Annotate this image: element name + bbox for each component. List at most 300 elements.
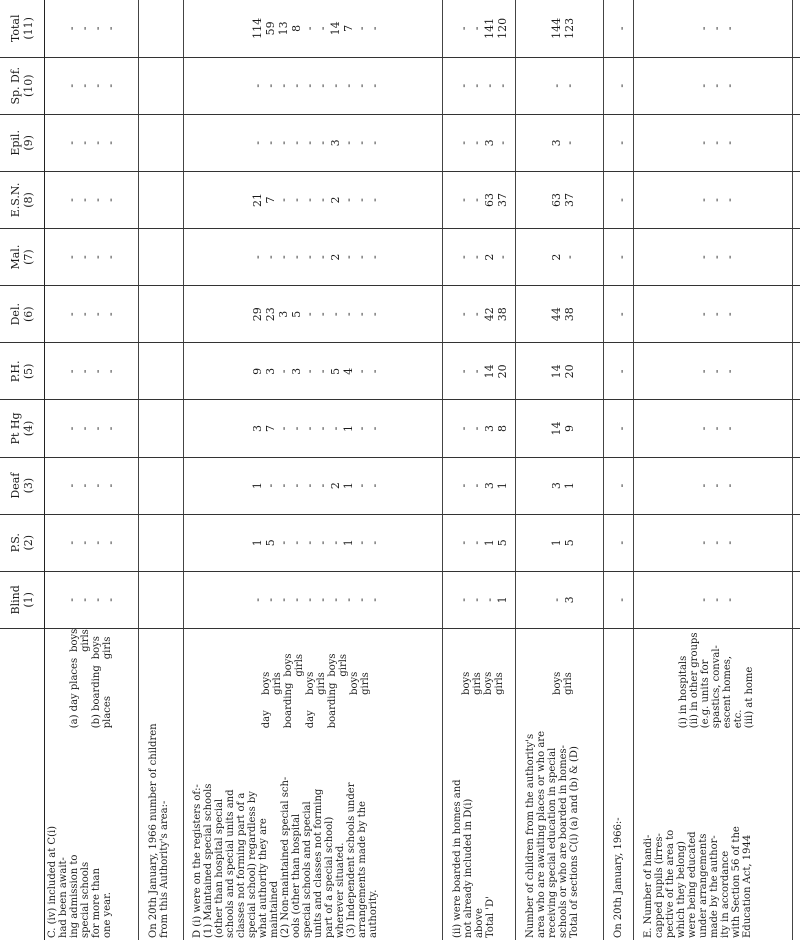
cell-value: - xyxy=(65,312,79,317)
cell-value: - xyxy=(78,540,92,545)
description-line: Education Act, 1944 xyxy=(741,834,753,938)
value-cell-col-3 xyxy=(641,457,793,514)
subcategory-label xyxy=(69,658,91,728)
sex-label: boys xyxy=(91,636,103,660)
separator-cell xyxy=(443,628,450,732)
cell-value: - xyxy=(104,26,118,31)
column-number: (11) xyxy=(21,17,35,40)
cell-value: - xyxy=(290,483,304,488)
cell-value: - xyxy=(723,26,737,31)
cell-value: - xyxy=(710,140,724,145)
cell-value: - xyxy=(368,597,382,602)
cell-value: 1 xyxy=(342,424,356,432)
subcategory-text: (i) in hospitals xyxy=(678,655,690,729)
cell-value: - xyxy=(277,483,291,488)
cell-value: - xyxy=(615,26,629,31)
separator-cell xyxy=(183,514,190,571)
column-label: Epil. xyxy=(8,130,22,156)
cell-value: 2 xyxy=(549,253,563,261)
cell-value: - xyxy=(316,83,330,88)
value-cell-col-6 xyxy=(523,286,603,343)
separator-cell xyxy=(603,343,610,400)
cell-value: - xyxy=(65,140,79,145)
separator-cell xyxy=(793,343,800,400)
separator-cell xyxy=(183,0,190,57)
description-line: ing admission to xyxy=(68,854,80,938)
separator-cell xyxy=(443,571,450,628)
value-cell-col-5 xyxy=(190,343,442,400)
cell-value: - xyxy=(316,597,330,602)
sex-labels xyxy=(69,629,91,652)
cell-value: - xyxy=(277,426,291,431)
cell-value: 29 xyxy=(251,307,265,322)
separator-cell xyxy=(516,286,523,343)
value-cell-col-3 xyxy=(611,457,634,514)
cell-value: - xyxy=(723,255,737,259)
cell-value: - xyxy=(316,426,330,431)
cell-value: 38 xyxy=(562,307,576,322)
value-cell-col-3 xyxy=(523,457,603,514)
sex-label: girls xyxy=(316,672,328,695)
cell-value: - xyxy=(615,83,629,88)
cell-value: 3 xyxy=(290,367,304,375)
separator-cell xyxy=(139,0,146,57)
subcategory xyxy=(552,631,574,728)
value-cell-col-5 xyxy=(44,343,139,400)
separator-cell xyxy=(183,571,190,628)
row-separator xyxy=(443,0,450,940)
value-cell-col-1 xyxy=(641,571,793,628)
cell-value: - xyxy=(697,540,711,545)
separator-cell xyxy=(634,457,641,514)
cell-value: - xyxy=(368,26,382,31)
cell-value: 13 xyxy=(277,21,291,36)
column-number: (8) xyxy=(21,192,35,208)
table-body xyxy=(44,0,800,940)
cell-value: - xyxy=(78,83,92,88)
sex-label: boys xyxy=(460,671,472,695)
cell-value: - xyxy=(303,255,317,259)
cell-value: - xyxy=(303,597,317,602)
description-line: part of a special school) xyxy=(324,816,336,938)
cell-value: - xyxy=(91,540,105,545)
row-description xyxy=(146,723,183,940)
cell-value: - xyxy=(91,483,105,488)
row-separator xyxy=(793,0,800,940)
cell-value: - xyxy=(342,312,356,317)
value-cell-col-9 xyxy=(641,114,793,171)
cell-value: - xyxy=(290,255,304,259)
cell-value: - xyxy=(615,483,629,488)
separator-cell xyxy=(793,0,800,57)
cell-value: - xyxy=(368,426,382,431)
separator-cell xyxy=(793,171,800,228)
description-line: had been await- xyxy=(57,857,69,938)
sex-labels xyxy=(744,631,755,661)
cell-value: 5 xyxy=(329,367,343,375)
sex-label: boys xyxy=(482,671,494,695)
description-line: area who are awaiting places or who are xyxy=(536,731,547,938)
row-separator xyxy=(139,0,146,940)
cell-value: 141 xyxy=(482,17,496,39)
cell-value: - xyxy=(355,483,369,488)
separator-cell xyxy=(603,171,610,228)
sex-labels xyxy=(261,631,283,695)
separator-cell xyxy=(603,571,610,628)
cell-value: - xyxy=(303,369,317,374)
separator-cell xyxy=(183,732,190,940)
value-cell-col-7 xyxy=(44,229,139,286)
cell-value: - xyxy=(91,140,105,145)
column-number: (9) xyxy=(21,135,35,151)
sex-label: girls xyxy=(562,672,574,695)
column-label: Pt Hg xyxy=(8,412,22,445)
separator-cell xyxy=(183,114,190,171)
column-number: (1) xyxy=(21,592,35,608)
description-line: (other than hospital special xyxy=(214,798,226,938)
value-cell-col-11 xyxy=(611,0,634,57)
sex-labels xyxy=(552,631,574,695)
sex-label: girls xyxy=(338,653,350,677)
separator-cell xyxy=(603,57,610,114)
separator-cell xyxy=(516,457,523,514)
subcategory xyxy=(678,631,689,728)
description-line: (2) Non-maintained special sch- xyxy=(280,776,292,938)
cell-value: - xyxy=(91,255,105,259)
separator-cell xyxy=(793,571,800,628)
cell-value: - xyxy=(264,483,278,488)
separator-cell xyxy=(139,514,146,571)
separator-cell xyxy=(516,229,523,286)
description-line: under arrangements xyxy=(697,833,709,938)
cell-value: 144 xyxy=(549,17,563,39)
cell-value: - xyxy=(91,198,105,202)
cell-value: 3 xyxy=(549,139,563,147)
value-cell-col-1 xyxy=(190,571,442,628)
cell-value: - xyxy=(368,140,382,145)
cell-value: - xyxy=(65,426,79,431)
cell-value: - xyxy=(355,198,369,202)
subcategory-label xyxy=(91,665,113,728)
cell-value: - xyxy=(710,26,724,31)
cell-value: - xyxy=(469,597,483,602)
value-cell-col-5 xyxy=(611,343,634,400)
column-header-row xyxy=(0,0,44,940)
subcategory-label xyxy=(349,701,371,728)
separator-cell xyxy=(516,0,523,57)
cell-value: - xyxy=(355,540,369,545)
separator-cell xyxy=(603,286,610,343)
value-cell-col-10 xyxy=(190,57,442,114)
description-line: wherever situated. xyxy=(335,842,347,938)
cell-value: - xyxy=(355,369,369,374)
separator-cell xyxy=(516,343,523,400)
cell-value: - xyxy=(456,483,470,488)
cell-value: - xyxy=(355,312,369,317)
cell-value: - xyxy=(104,426,118,431)
value-cell-col-2 xyxy=(146,514,183,571)
separator-cell xyxy=(443,114,450,171)
cell-value: - xyxy=(697,26,711,31)
subcategory-label xyxy=(461,701,505,728)
cell-value: - xyxy=(91,597,105,602)
cell-value: - xyxy=(710,483,724,488)
table-row-e-total xyxy=(523,0,603,940)
separator-cell xyxy=(793,457,800,514)
sex-label: girls xyxy=(294,653,306,677)
separator-cell xyxy=(183,57,190,114)
value-cell-col-4 xyxy=(146,400,183,457)
value-cell-col-2 xyxy=(450,514,516,571)
cell-value: - xyxy=(303,198,317,202)
subcategory-text: (iii) at home xyxy=(744,666,756,729)
subcategory-label xyxy=(283,683,305,729)
description-line: above xyxy=(473,908,485,938)
subcategory xyxy=(461,631,505,728)
column-number: (3) xyxy=(21,477,35,494)
cell-value: - xyxy=(368,369,382,374)
cell-value: - xyxy=(104,255,118,259)
value-cell-col-7 xyxy=(641,229,793,286)
cell-value: - xyxy=(482,83,496,88)
sex-label: girls xyxy=(360,672,372,695)
value-cell-col-7 xyxy=(146,229,183,286)
sex-header xyxy=(0,628,44,732)
cell-value: - xyxy=(342,140,356,145)
separator-cell xyxy=(139,171,146,228)
description-line: what authority they are xyxy=(258,818,270,938)
separator-cell xyxy=(443,0,450,57)
row-description xyxy=(190,732,442,940)
separator-cell xyxy=(603,0,610,57)
cell-value: - xyxy=(456,26,470,31)
sex-labels xyxy=(327,631,349,677)
value-cell-col-8 xyxy=(44,171,139,228)
cell-value: - xyxy=(78,198,92,202)
cell-value: - xyxy=(368,83,382,88)
sex-label: boys xyxy=(327,653,339,677)
cell-value: - xyxy=(723,483,737,488)
description-line: maintained xyxy=(269,880,281,938)
value-cell-col-5 xyxy=(641,343,793,400)
separator-cell xyxy=(516,114,523,171)
separator-cell xyxy=(603,514,610,571)
table-row-d-1 xyxy=(190,0,442,940)
value-cell-col-10 xyxy=(44,57,139,114)
cell-value: - xyxy=(710,540,724,545)
cell-value: - xyxy=(710,198,724,202)
separator-cell xyxy=(634,400,641,457)
row-separator xyxy=(183,0,190,940)
cell-value: - xyxy=(697,198,711,202)
cell-value: 5 xyxy=(264,539,278,547)
row-separator xyxy=(634,0,641,940)
cell-value: 37 xyxy=(495,192,509,207)
column-header-4 xyxy=(0,400,44,457)
table-row-jan-header xyxy=(146,0,183,940)
row-subcategories xyxy=(44,628,139,732)
value-cell-col-6 xyxy=(611,286,634,343)
cell-value: - xyxy=(710,312,724,317)
column-label: Blind xyxy=(8,585,22,615)
cell-value: - xyxy=(78,140,92,145)
cell-value: - xyxy=(469,426,483,431)
cell-value: - xyxy=(264,140,278,145)
value-cell-col-1 xyxy=(146,571,183,628)
description-line: special school) regardless by xyxy=(247,791,259,938)
sex-labels xyxy=(349,631,371,695)
description-line: receiving special education in special xyxy=(547,747,558,938)
description-line: On 20th January, 1966:- xyxy=(612,817,624,938)
cell-value: - xyxy=(723,369,737,374)
value-cell-col-9 xyxy=(146,114,183,171)
row-separator xyxy=(516,0,523,940)
cell-value: 3 xyxy=(329,139,343,147)
cell-value: - xyxy=(469,312,483,317)
cell-value: - xyxy=(456,312,470,317)
separator-cell xyxy=(634,0,641,57)
subcategory-text: etc. xyxy=(733,709,745,729)
cell-value: - xyxy=(549,83,563,88)
cell-value: 1 xyxy=(549,539,563,547)
column-header-8 xyxy=(0,171,44,228)
description-line: with Section 56 of the xyxy=(730,826,742,938)
separator-cell xyxy=(516,400,523,457)
cell-value: - xyxy=(342,255,356,259)
cell-value: - xyxy=(91,426,105,431)
value-cell-col-9 xyxy=(611,114,634,171)
cell-value: 2 xyxy=(482,253,496,261)
cell-value: 9 xyxy=(562,424,576,432)
cell-value: 63 xyxy=(549,192,563,207)
cell-value: - xyxy=(456,369,470,374)
column-label: Del. xyxy=(8,303,22,326)
row-subcategories xyxy=(146,628,183,732)
sex-labels xyxy=(461,631,505,695)
cell-value: - xyxy=(91,312,105,317)
description-line: On 20th January, 1966 number of children xyxy=(147,723,159,938)
value-cell-col-9 xyxy=(523,114,603,171)
separator-cell xyxy=(139,571,146,628)
cell-value: - xyxy=(316,369,330,374)
cell-value: - xyxy=(303,140,317,145)
separator-cell xyxy=(139,114,146,171)
cell-value: 63 xyxy=(482,192,496,207)
description-line: classes not forming part of a xyxy=(236,792,248,938)
cell-value: - xyxy=(104,312,118,317)
cell-value: 1 xyxy=(342,539,356,547)
sex-label: girls xyxy=(471,672,483,695)
cell-value: - xyxy=(251,83,265,88)
separator-cell xyxy=(634,343,641,400)
description-line: E. Number of handi- xyxy=(642,834,654,938)
cell-value: 3 xyxy=(251,424,265,432)
sex-labels xyxy=(678,631,689,650)
cell-value: - xyxy=(104,83,118,88)
cell-value: - xyxy=(264,255,278,259)
column-header-3 xyxy=(0,457,44,514)
cell-value: - xyxy=(456,255,470,259)
row-subcategories xyxy=(190,628,442,732)
value-cell-col-11 xyxy=(146,0,183,57)
separator-cell xyxy=(183,286,190,343)
row-subcategories xyxy=(450,628,516,732)
cell-value: 2 xyxy=(329,253,343,261)
cell-value: - xyxy=(251,597,265,602)
cell-value: - xyxy=(104,140,118,145)
cell-value: - xyxy=(303,426,317,431)
cell-value: 3 xyxy=(482,482,496,490)
column-label: Deaf xyxy=(8,472,22,499)
cell-value: - xyxy=(251,255,265,259)
sex-label: girls xyxy=(493,672,505,695)
separator-cell xyxy=(603,400,610,457)
description-line: Total 'D' xyxy=(484,896,496,938)
cell-value: - xyxy=(697,369,711,374)
cell-value: 2 xyxy=(329,196,343,204)
row-description xyxy=(641,732,793,940)
cell-value: - xyxy=(277,83,291,88)
cell-value: - xyxy=(329,426,343,431)
cell-value: - xyxy=(264,597,278,602)
description-line: C. (iv) included at C(i) xyxy=(46,825,58,938)
cell-value: 5 xyxy=(290,310,304,318)
separator-cell xyxy=(603,229,610,286)
value-cell-col-3 xyxy=(44,457,139,514)
row-subcategories xyxy=(641,628,793,732)
separator-cell xyxy=(634,171,641,228)
column-number: (2) xyxy=(21,534,35,551)
cell-value: - xyxy=(65,369,79,374)
cell-value: - xyxy=(303,540,317,545)
cell-value: - xyxy=(710,369,724,374)
description-line: special schools and special xyxy=(302,801,314,938)
cell-value: - xyxy=(368,255,382,259)
value-cell-col-7 xyxy=(611,229,634,286)
description-line: (3) Independent schools under xyxy=(346,782,358,938)
cell-value: - xyxy=(342,597,356,602)
value-cell-col-9 xyxy=(190,114,442,171)
cell-value: - xyxy=(329,540,343,545)
column-header-6 xyxy=(0,286,44,343)
separator-cell xyxy=(443,171,450,228)
cell-value: - xyxy=(723,312,737,317)
cell-value: - xyxy=(355,83,369,88)
subcategory-text: (b) boarding xyxy=(91,665,103,729)
value-cell-col-11 xyxy=(523,0,603,57)
cell-value: - xyxy=(456,597,470,602)
cell-value: - xyxy=(368,198,382,202)
value-cell-col-7 xyxy=(450,229,516,286)
separator-cell xyxy=(139,732,146,940)
value-cell-col-8 xyxy=(190,171,442,228)
value-cell-col-8 xyxy=(611,171,634,228)
cell-value: - xyxy=(723,426,737,431)
cell-value: - xyxy=(264,83,278,88)
cell-value: 1 xyxy=(251,539,265,547)
description-line: not already included in D(i) xyxy=(462,798,474,938)
value-cell-col-11 xyxy=(450,0,516,57)
value-cell-col-4 xyxy=(523,400,603,457)
cell-value: - xyxy=(91,369,105,374)
cell-value: - xyxy=(303,83,317,88)
cell-value: 21 xyxy=(251,192,265,207)
subcategory-label xyxy=(327,683,349,729)
value-cell-col-6 xyxy=(450,286,516,343)
cell-value: - xyxy=(469,369,483,374)
description-line: units and classes not forming xyxy=(313,788,325,938)
subcategory-label xyxy=(744,667,755,729)
